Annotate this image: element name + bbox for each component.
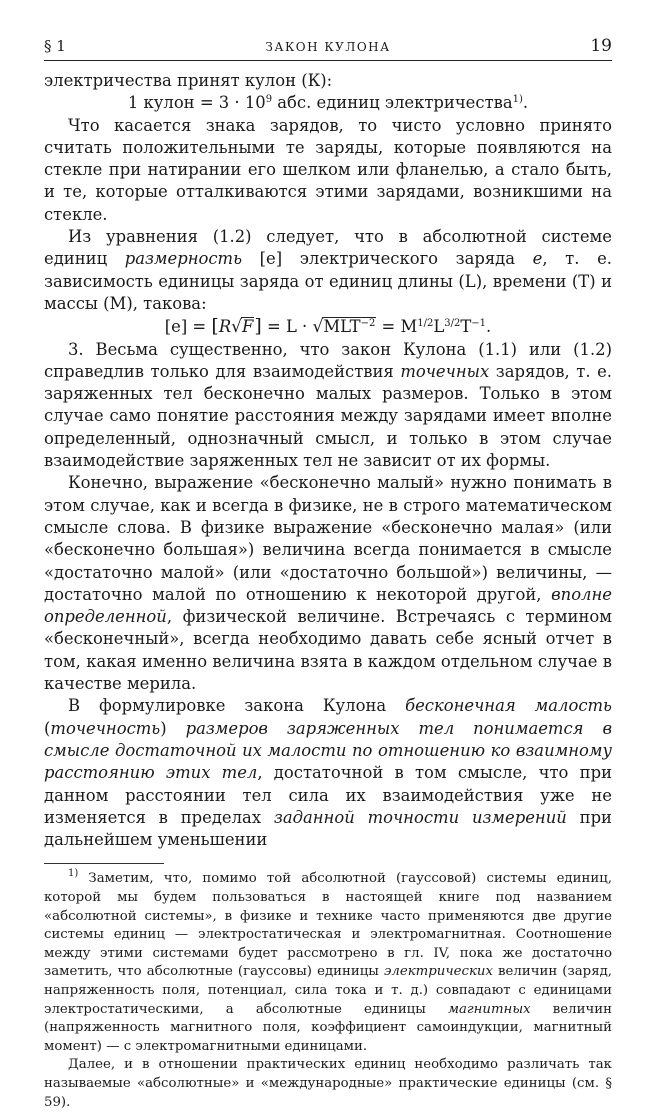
footnote-paragraph: Далее, и в отношении практических единиц необходимо различать так называемые «абсолютные» и «международные» практические единицы (см. § 59). bbox=[44, 1057, 612, 1110]
section-number: § 1 bbox=[44, 37, 66, 55]
main-text bbox=[44, 70, 612, 851]
running-header bbox=[44, 36, 612, 61]
footnote-mark: 1) bbox=[68, 868, 79, 880]
footnote-paragraph: $^{1)}$ Заметим, что, помимо той абсолютной (гауссовой) системы единиц, которой мы будем пользоваться в настоящей книге под названием «абсолютной системы», в физике и технике часто применяются две другие системы единиц — электростатическая и электромагнитная. Соотношение между этими системами будет рассмотрено в гл. IV, пока же достаточно заметить, что абсолютные (гауссовы) единицы электрических величин (заряд, напряженность поля, потенциал, сила тока и т. д.) совпадают с единицами электростатическими, а абсолютные единицы магнитных величин (напряженность магнитного поля, коэффициент самоиндукции, магнитный момент) — с электромагнитными единицами. bbox=[44, 868, 612, 1054]
text-line: электричества принят кулон (К): bbox=[44, 71, 333, 90]
equation-coulomb-unit: 1 кулон = $3 \cdot 10^9$ абс. единиц электричества$^{1)}$. bbox=[127, 93, 529, 113]
paragraph: Конечно, выражение «бесконечно малый» нужно понимать в этом случае, как и всегда в физике, не в строго математическом смысле слова. В физике выражение «бесконечно малая» (или «бесконечно большая») величина всегда понимается в смысле «достаточно малой» (или «достаточно большой») величины, — достаточно малой по отношению к некоторой другой, вполне определенной, физической величине. Встречаясь с термином «бесконечный», всегда необходимо давать себе ясный отчет в том, какая именно величина взята в каждом отдельном случае в качестве мерила. bbox=[44, 473, 612, 694]
footnote-ref: 1) bbox=[512, 94, 523, 106]
paragraph: В формулировке закона Кулона бесконечная малость (точечность) размеров заряженных тел понимается в смысле достаточной их малости по отношению ко взаимному расстоянию этих тел, достаточной в том смысле, что при данном расстоянии тел сила их взаимодействия уже не изменяется в пределах заданной точности измерений при дальнейшем уменьшении bbox=[44, 696, 612, 850]
equation-dimension: $[e] = [R√F] = L \cdot √MLT^{-2} = M^{1/2}L^{3/2}T^{-1}$. bbox=[164, 315, 492, 338]
footnote bbox=[44, 870, 612, 1112]
chapter-title: ЗАКОН КУЛОНА bbox=[265, 40, 391, 54]
paragraph: 3. Весьма существенно, что закон Кулона (1.1) или (1.2) справедлив только для взаимодействия точечных зарядов, т. е. заряженных тел бесконечно малых размеров. Только в этом случае само понятие расстояния между зарядами имеет вполне определенный, однозначный смысл, и только в этом случае взаимодействие заряженных тел не зависит от их формы. bbox=[44, 339, 612, 471]
paragraph: Что касается знака зарядов, то чисто условно принято считать положительными те заряды, которые появляются на стекле при натирании его шелком или фланелью, а стало быть, и те, которые отталкиваются этими зарядами, возникшими на стекле. bbox=[44, 115, 612, 224]
book-page bbox=[44, 36, 612, 1112]
footnote-divider bbox=[44, 863, 164, 864]
page-number: 19 bbox=[590, 36, 612, 56]
paragraph: Из уравнения (1.2) следует, что в абсолютной системе единиц размерность [e] электрического заряда e, т. е. зависимость единицы заряда от единиц длины (L), времени (T) и массы (M), такова: bbox=[44, 227, 612, 313]
